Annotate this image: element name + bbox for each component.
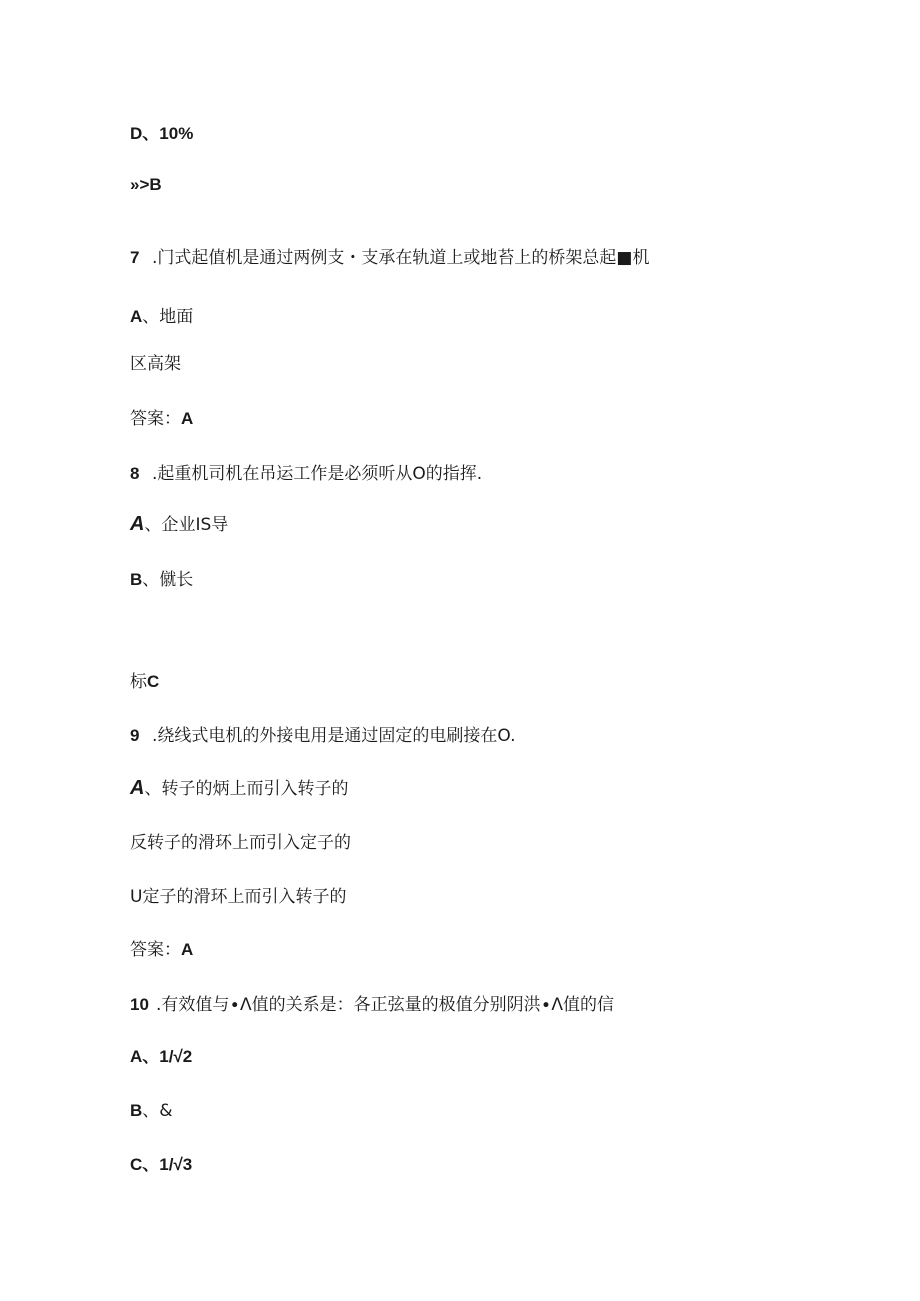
option-a — [130, 777, 348, 800]
option-label: A — [130, 307, 143, 326]
option-d — [130, 123, 193, 145]
option-label: A — [130, 513, 145, 535]
option-a — [130, 306, 193, 328]
option-label: A — [130, 1047, 143, 1066]
question-9 — [130, 725, 516, 747]
question-text: .绕线式电机的外接电用是通过固定的电刷接在O. — [152, 726, 516, 746]
option-label: B — [130, 1101, 143, 1120]
answer-line — [130, 671, 159, 693]
answer-marker: »>B — [130, 175, 162, 194]
question-10 — [130, 994, 614, 1016]
option-b — [130, 1100, 173, 1122]
question-8 — [130, 463, 482, 485]
option-label: C — [130, 1155, 143, 1174]
answer-line — [130, 408, 193, 430]
question-text: .起重机司机在吊运工作是必须听从O的指挥. — [152, 464, 483, 484]
answer-prefix: 答案： — [130, 940, 181, 960]
answer-value: A — [181, 409, 194, 428]
question-number: 9 — [130, 726, 140, 745]
option-a — [130, 1046, 192, 1068]
answer-line — [130, 939, 193, 961]
question-number: 8 — [130, 464, 140, 483]
option-text: 、10% — [142, 124, 194, 143]
option-label: D — [130, 124, 143, 143]
question-text: .有效值与∙Λ值的关系是：各正弦量的极值分别阴洪∙Λ值的信 — [156, 995, 614, 1015]
option-text: 、转子的炳上而引入转子的 — [144, 779, 349, 799]
question-7 — [130, 247, 649, 269]
option-text: 、1/√3 — [142, 1155, 193, 1174]
option-b — [130, 569, 193, 591]
option-b: 反转子的滑环上而引入定子的 — [130, 833, 351, 853]
option-text: 、企业IS导 — [144, 515, 229, 535]
question-number: 7 — [130, 248, 140, 267]
option-b: 区高架 — [130, 354, 181, 374]
option-c: U定子的滑环上而引入转子的 — [130, 887, 347, 907]
option-label: B — [130, 570, 143, 589]
question-number: 10 — [130, 995, 149, 1014]
answer-prefix: 标 — [130, 672, 147, 692]
option-label: A — [130, 777, 145, 799]
option-text: 、僦长 — [142, 570, 194, 590]
question-text: .门式起值机是通过两例支・支承在轨道上或地苔上的桥架总起■机 — [152, 248, 650, 268]
answer-value: A — [181, 940, 194, 959]
answer-value: C — [147, 672, 160, 691]
answer-prefix: 答案： — [130, 409, 181, 429]
option-text: 、& — [142, 1101, 173, 1121]
option-a — [130, 513, 228, 536]
option-text: 、1/√2 — [142, 1047, 193, 1066]
option-text: 、地面 — [142, 307, 194, 327]
option-c — [130, 1154, 192, 1176]
